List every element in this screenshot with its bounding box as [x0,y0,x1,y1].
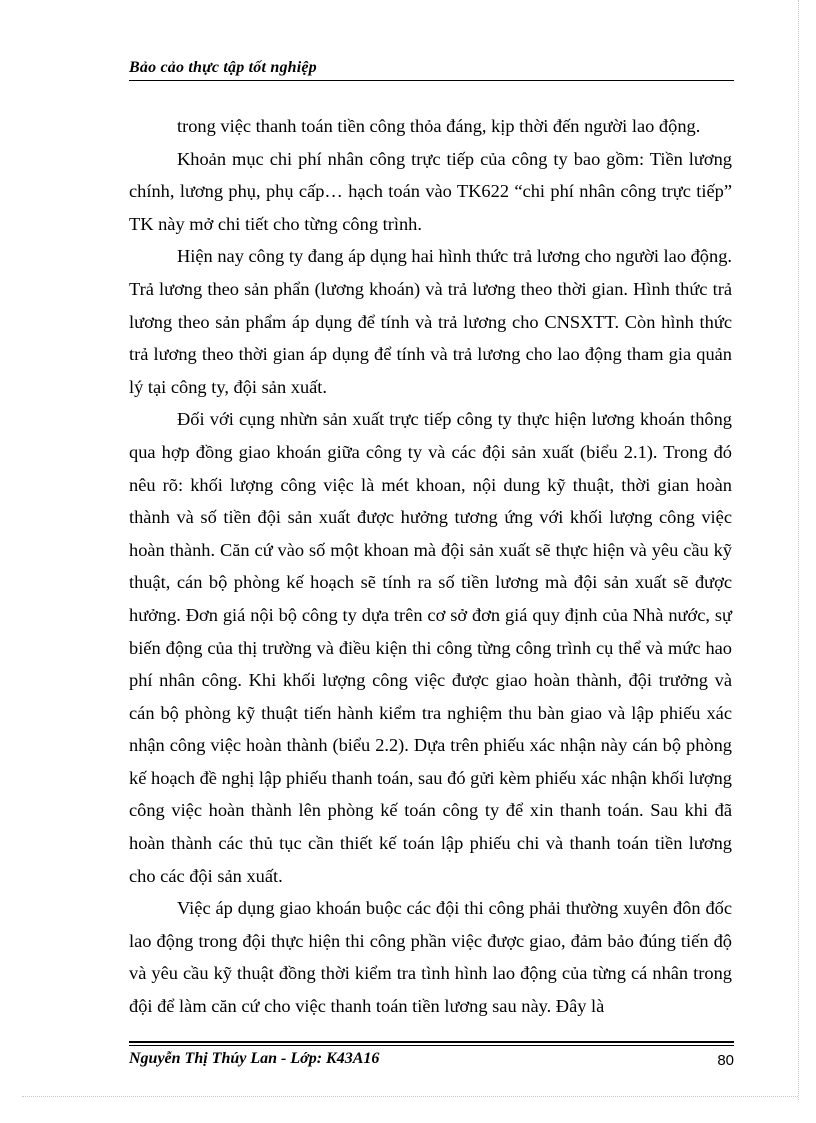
footer-author: Nguyễn Thị Thúy Lan - Lớp: K43A16 [129,1050,380,1067]
body-text [129,110,732,1023]
paragraph: Việc áp dụng giao khoán buộc các đội thi công phải thường xuyên đôn đốc lao động trong đội thực hiện thi công phần việc được giao, đảm bảo đúng tiến độ và yêu cầu kỹ thuật đồng thời kiểm tra tình hình lao động của từng cá nhân trong đội để làm căn cứ cho việc thanh toán tiền lương sau này. Đây là [129,898,732,1017]
page-boundary-bottom [22,1096,798,1097]
paragraph: Khoản mục chi phí nhân công trực tiếp của công ty bao gồm: Tiền lương chính, lương phụ, phụ cấp… hạch toán vào TK622 “chi phí nhân công trực tiếp” TK này mở chi tiết cho từng công trình. [129,148,732,234]
paragraph: Đối với cụng nhừn sản xuất trực tiếp công ty thực hiện lương khoán thông qua hợp đồng giao khoán giữa công ty và các đội sản xuất (biểu 2.1). Trong đó nêu rõ: khối lượng công việc là mét khoan, nội dung kỹ thuật, thời gian hoàn thành và số tiền đội sản xuất được hưởng tương ứng với khối lượng công việc hoàn thành. Căn cứ vào số một khoan mà đội sản xuất sẽ thực hiện và yêu cầu kỹ thuật, cán bộ phòng kế hoạch sẽ tính ra số tiền lương mà đội sản xuất sẽ được hưởng. Đơn giá nội bộ công ty dựa trên cơ sở đơn giá quy định của Nhà nước, sự biến động của thị trường và điều kiện thi công từng công trình cụ thể và mức hao phí nhân công. Khi khối lượng công việc được giao hoàn thành, đội trưởng và cán bộ phòng kỹ thuật tiến hành kiểm tra nghiệm thu bàn giao và lập phiếu xác nhận công việc hoàn thành (biểu 2.2). Dựa trên phiếu xác nhận này cán bộ phòng kế hoạch đề nghị lập phiếu thanh toán, sau đó gửi kèm phiếu xác nhận khối lượng công việc hoàn thành lên phòng kế toán công ty để xin thanh toán. Sau khi đã hoàn thành các thủ tục cần thiết kế toán lập phiếu chi và thanh toán tiền lương cho các đội sản xuất. [129,409,732,886]
footer-divider-thin [129,1045,734,1046]
paragraph: Hiện nay công ty đang áp dụng hai hình thức trả lương cho người lao động. Trả lương theo sản phẩn (lương khoán) và trả lương theo thời gian. Hình thức trả lương theo sản phẩm áp dụng để tính và trả lương cho CNSXTT. Còn hình thức trả lương theo thời gian áp dụng để tính và trả lương cho lao động tham gia quản lý tại công ty, đội sản xuất. [129,246,732,397]
paragraph: trong việc thanh toán tiền công thỏa đáng, kịp thời đến người lao động. [177,116,701,136]
header-divider [129,80,734,81]
page-header [129,58,734,80]
page-boundary-right [798,0,799,1100]
report-title: Bảo cảo thực tập tốt nghiệp [129,59,317,76]
footer-divider-thick [129,1041,734,1043]
page-number: 80 [717,1052,734,1069]
